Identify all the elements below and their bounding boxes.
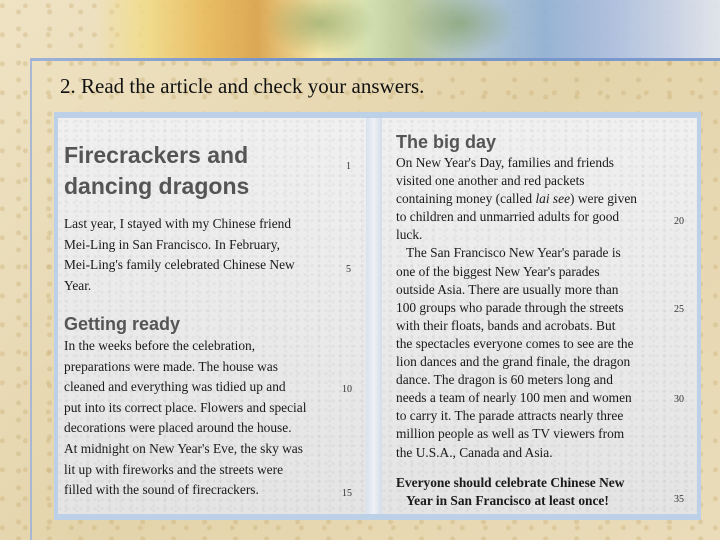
article-title-line: Firecrackers and <box>64 142 249 168</box>
column-gutter <box>366 118 382 514</box>
text-line: cleaned and everything was tidied up and <box>64 379 286 395</box>
line-number: 5 <box>346 264 351 275</box>
intro-paragraph <box>64 214 295 296</box>
text-line: put into its correct place. Flowers and special <box>64 399 307 415</box>
text-line: On New Year's Day, families and friends <box>396 155 614 170</box>
article-image <box>54 112 701 520</box>
article-left-column <box>58 118 366 514</box>
text-line: visited one another and red packets <box>396 173 585 189</box>
line-number: 20 <box>674 216 684 227</box>
text-line: lit up with fireworks and the streets were <box>64 461 284 477</box>
text-line: In the weeks before the celebration, <box>64 338 256 353</box>
text-fragment: containing money (called <box>396 191 536 207</box>
text-line: The San Francisco New Year's parade is <box>406 245 621 261</box>
text-line: Mei-Ling's family celebrated Chinese New <box>64 257 295 273</box>
line-number: 25 <box>674 304 684 315</box>
text-line: Year. <box>64 277 92 293</box>
text-line: with their floats, bands and acrobats. But <box>396 317 616 333</box>
article-right-column <box>382 118 697 514</box>
text-line: needs a team of nearly 100 men and women <box>396 390 632 406</box>
text-line: the spectacles everyone comes to see are the <box>396 335 634 351</box>
slide-title: 2. Read the article and check your answers. <box>60 74 425 98</box>
text-line: million people as well as TV viewers from <box>396 426 625 442</box>
text-line: to carry it. The parade attracts nearly three <box>396 408 624 424</box>
getting-ready-paragraph <box>64 336 306 501</box>
text-line: filled with the sound of firecrackers. <box>64 482 259 498</box>
article-title <box>64 140 249 202</box>
text-line: Everyone should celebrate Chinese New <box>396 475 625 490</box>
text-line: luck. <box>396 227 423 243</box>
text-line: decorations were placed around the house. <box>64 420 292 436</box>
line-number: 10 <box>342 384 352 395</box>
text-line: At midnight on New Year's Eve, the sky was <box>64 440 303 456</box>
text-line: lion dances and the grand finale, the dragon <box>396 354 631 370</box>
line-number: 1 <box>346 161 351 172</box>
section-heading: The big day <box>396 132 497 152</box>
line-number: 30 <box>674 394 684 405</box>
text-line: to children and unmarried adults for good <box>396 209 620 225</box>
section-heading: Getting ready <box>64 314 181 334</box>
line-number: 15 <box>342 488 352 499</box>
line-number: 35 <box>674 494 684 505</box>
text-line: Last year, I stayed with my Chinese friend <box>64 216 292 231</box>
lai-see-term: lai see <box>535 191 571 207</box>
text-line: preparations were made. The house was <box>64 358 278 374</box>
article-title-line: dancing dragons <box>64 173 250 199</box>
leaf-decoration <box>400 0 520 58</box>
text-line: the U.S.A., Canada and Asia. <box>396 444 553 460</box>
text-line: outside Asia. There are usually more than <box>396 281 619 297</box>
header-rule <box>30 58 720 61</box>
text-fragment: ) were given <box>570 191 637 207</box>
text-line <box>396 190 637 208</box>
text-line: Year in San Francisco at least once! <box>406 493 609 509</box>
leaf-decoration <box>260 0 380 58</box>
text-line: one of the biggest New Year's parades <box>396 263 600 279</box>
text-line: dance. The dragon is 60 meters long and <box>396 372 613 388</box>
big-day-paragraph <box>396 154 637 462</box>
text-line: 100 groups who parade through the streets <box>396 299 624 315</box>
text-line: Mei-Ling in San Francisco. In February, <box>64 236 280 252</box>
closing-statement <box>396 474 624 510</box>
left-margin-rule <box>30 61 32 540</box>
